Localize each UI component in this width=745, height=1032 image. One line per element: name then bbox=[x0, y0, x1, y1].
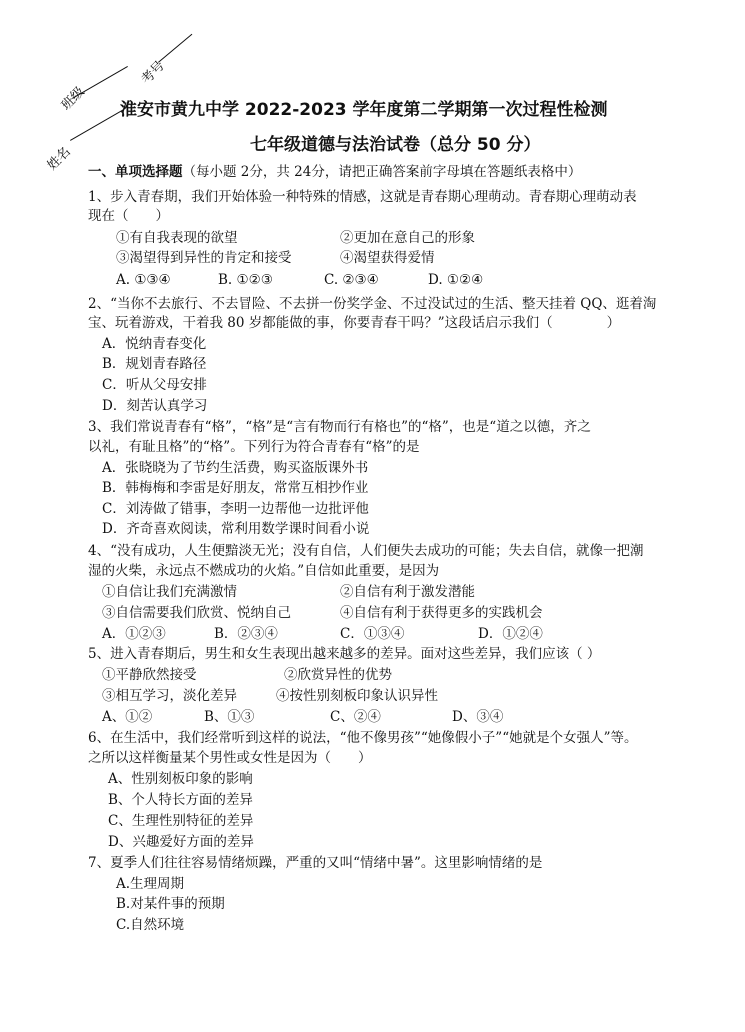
class-label: 班级 bbox=[58, 84, 88, 114]
q3-choice-b: B．韩梅梅和李雷是好朋友，常常互相抄作业 bbox=[102, 480, 369, 496]
q5-choice-d: D、③④ bbox=[452, 709, 504, 725]
q7-choice-a: A.生理周期 bbox=[116, 876, 185, 892]
q2-stem-line1: 2、“当你不去旅行、不去冒险、不去拼一份奖学金、不过没试过的生活、整天挂着 QQ、逛着淘 bbox=[88, 296, 657, 312]
q1-choice-a: A. ①③④ bbox=[116, 272, 171, 288]
q3-choice-a: A．张晓晓为了节约生活费，购买盗版课外书 bbox=[102, 460, 369, 476]
q7-choice-c: C.自然环境 bbox=[116, 917, 185, 933]
section-note: （每小题 2分，共 24分，请把正确答案前字母填在答题纸表格中） bbox=[182, 164, 582, 180]
q5-choice-c: C、②④ bbox=[330, 709, 381, 725]
q2-choice-c: C．听从父母安排 bbox=[102, 377, 207, 393]
exam-title: 淮安市黄九中学 2022-2023 学年度第二学期第一次过程性检测 bbox=[120, 100, 608, 120]
q2-choice-a: A．悦纳青春变化 bbox=[102, 336, 207, 352]
q1-stem-line2: 现在（ ） bbox=[88, 208, 169, 224]
q4-stem-line2: 湿的火柴，永远点不燃成功的火焰。”自信如此重要，是因为 bbox=[88, 563, 440, 579]
q3-choice-c: C．刘涛做了错事，李明一边帮他一边批评他 bbox=[102, 501, 369, 517]
q1-statement-1: ①有自我表现的欲望 bbox=[116, 230, 238, 246]
name-label: 姓名 bbox=[44, 144, 74, 174]
q1-choice-b: B. ①②③ bbox=[218, 272, 273, 288]
q5-statement-3: ③相互学习，淡化差异 bbox=[102, 688, 237, 704]
q5-statement-4: ④按性别刻板印象认识异性 bbox=[276, 688, 438, 704]
q7-stem-line1: 7、夏季人们往往容易情绪烦躁，严重的又叫“情绪中暑”。这里影响情绪的是 bbox=[88, 855, 543, 871]
q4-statement-4: ④自信有利于获得更多的实践机会 bbox=[340, 605, 543, 621]
q5-statement-2: ②欣赏异性的优势 bbox=[284, 667, 392, 683]
q1-choice-c: C. ②③④ bbox=[324, 272, 379, 288]
q5-stem-line1: 5、进入青春期后，男生和女生表现出越来越多的差异。面对这些差异，我们应该（ ） bbox=[88, 646, 601, 662]
q1-stem-line1: 1、步入青春期，我们开始体验一种特殊的情感，这就是青春期心理萌动。青春期心理萌动表 bbox=[88, 189, 637, 205]
q2-choice-b: B．规划青春路径 bbox=[102, 356, 207, 372]
class-blank-line bbox=[72, 66, 128, 99]
q1-choice-d: D. ①②④ bbox=[428, 272, 484, 288]
q4-choice-a: A．①②③ bbox=[102, 626, 166, 642]
q5-choice-a: A、①② bbox=[102, 709, 153, 725]
exam-no-blank-line bbox=[158, 34, 192, 63]
exam-no-label: 考号 bbox=[138, 58, 168, 88]
q6-choice-b: B、个人特长方面的差异 bbox=[108, 792, 253, 808]
q5-choice-b: B、①③ bbox=[204, 709, 255, 725]
q1-statement-3: ③渴望得到异性的肯定和接受 bbox=[116, 250, 292, 266]
q6-stem-line1: 6、在生活中，我们经常听到这样的说法，“他不像男孩”“她像假小子”“她就是个女强人”等。 bbox=[88, 730, 638, 746]
section-heading bbox=[88, 163, 581, 181]
q6-choice-c: C、生理性别特征的差异 bbox=[108, 813, 254, 829]
q6-stem-line2: 之所以这样衡量某个男性或女性是因为（ ） bbox=[88, 750, 372, 766]
q4-statement-3: ③自信需要我们欣赏、悦纳自己 bbox=[102, 605, 291, 621]
q2-stem-line2: 宝、玩着游戏，干着我 80 岁都能做的事，你要青春干吗？”这段话启示我们（ ） bbox=[88, 315, 621, 331]
section-title: 一、单项选择题 bbox=[88, 164, 183, 180]
q1-statement-2: ②更加在意自己的形象 bbox=[340, 230, 475, 246]
q4-statement-1: ①自信让我们充满激情 bbox=[102, 584, 237, 600]
q4-choice-c: C．①③④ bbox=[340, 626, 405, 642]
q6-choice-d: D、兴趣爱好方面的差异 bbox=[108, 834, 254, 850]
q6-choice-a: A、性别刻板印象的影响 bbox=[108, 771, 253, 787]
q4-choice-d: D．①②④ bbox=[478, 626, 543, 642]
exam-subtitle: 七年级道德与法治试卷（总分 50 分） bbox=[250, 135, 541, 155]
q3-choice-d: D．齐奇喜欢阅读，常利用数学课时间看小说 bbox=[102, 521, 370, 537]
q7-choice-b: B.对某件事的预期 bbox=[116, 896, 225, 912]
q2-choice-d: D．刻苦认真学习 bbox=[102, 398, 208, 414]
q3-stem-line2: 以礼，有耻且格”的“格”。下列行为符合青春有“格”的是 bbox=[88, 439, 420, 455]
q5-statement-1: ①平静欣然接受 bbox=[102, 667, 197, 683]
name-blank-line bbox=[70, 109, 124, 141]
q4-stem-line1: 4、“没有成功，人生便黯淡无光；没有自信，人们便失去成功的可能；失去自信，就像一把潮 bbox=[88, 543, 644, 559]
q1-statement-4: ④渴望获得爱情 bbox=[340, 250, 435, 266]
q4-choice-b: B．②③④ bbox=[214, 626, 278, 642]
q3-stem-line1: 3、我们常说青春有“格”，“格”是“言有物而行有格也”的“格”，也是“道之以德，齐之 bbox=[88, 419, 591, 435]
q4-statement-2: ②自信有利于激发潜能 bbox=[340, 584, 475, 600]
